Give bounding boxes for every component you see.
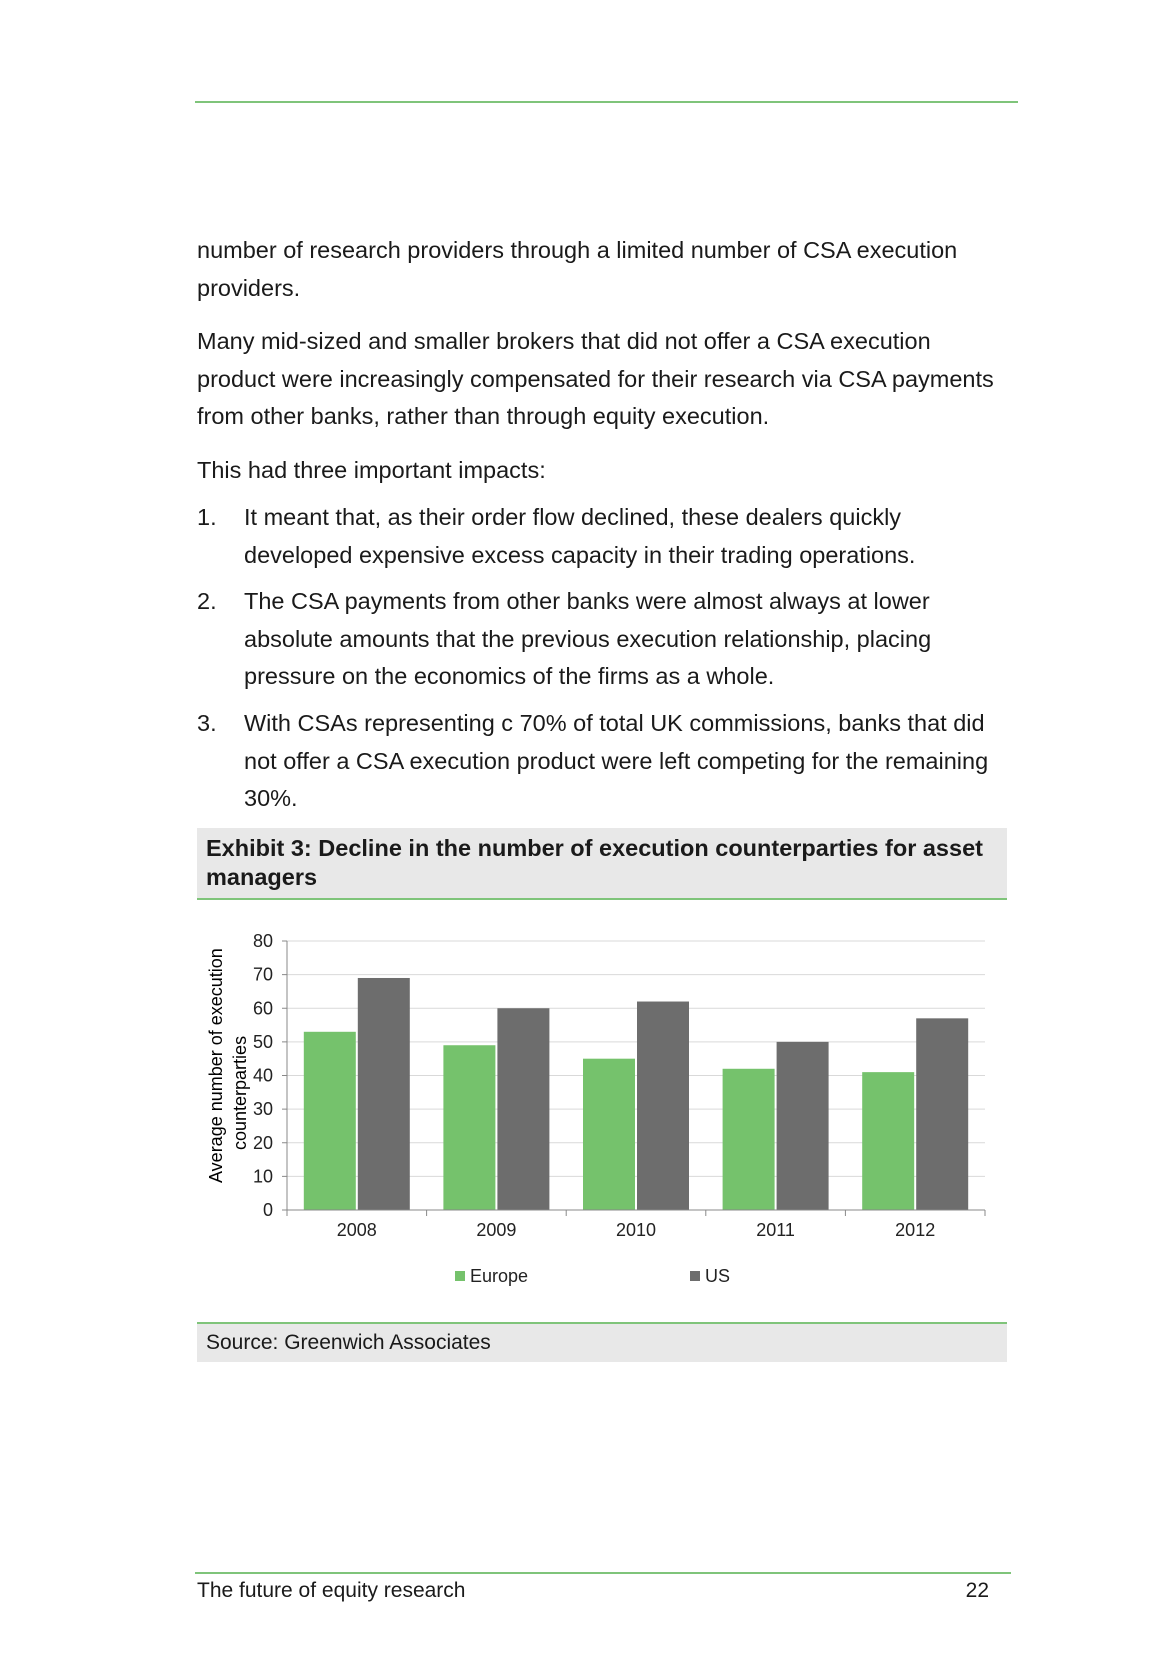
legend-label-europe: Europe	[470, 1266, 529, 1286]
legend-swatch-us	[690, 1271, 700, 1281]
y-tick-label: 60	[252, 998, 273, 1019]
bar-europe-2008	[304, 1032, 356, 1210]
y-axis-title-line-1: Average number of execution	[206, 948, 226, 1183]
bar-europe-2009	[443, 1045, 495, 1210]
body-paragraph	[197, 452, 997, 490]
bar-us-2012	[916, 1018, 968, 1210]
bar-us-2011	[777, 1042, 829, 1210]
y-tick-label: 80	[252, 931, 273, 951]
y-tick-label: 50	[252, 1031, 273, 1052]
exhibit-header	[197, 828, 1007, 900]
body-paragraph	[197, 232, 997, 307]
y-tick-label: 10	[252, 1166, 273, 1187]
list-number: 1.	[197, 504, 217, 530]
footer-rule	[195, 1572, 1011, 1574]
y-axis-title	[206, 948, 250, 1183]
x-tick-label: 2008	[336, 1220, 377, 1240]
legend	[455, 1266, 730, 1286]
body-paragraph	[197, 323, 997, 436]
list-text: With CSAs representing c 70% of total UK commissions, banks that did not offer a CSA execution product were left competing for the remaining 30%.	[244, 710, 989, 811]
paragraph-2: Many mid-sized and smaller brokers that did not offer a CSA execution product were increasingly compensated for their research via CSA payments from other banks, rather than through equity execution.	[197, 328, 994, 429]
paragraph-3: This had three important impacts:	[197, 457, 546, 483]
x-tick-label: 2012	[895, 1220, 936, 1240]
list-text: It meant that, as their order flow declined, these dealers quickly developed expensive excess capacity in their trading operations.	[244, 504, 916, 568]
y-tick-label: 70	[252, 964, 273, 985]
x-tick-label: 2011	[756, 1220, 795, 1240]
list-text: The CSA payments from other banks were almost always at lower absolute amounts that the previous execution relationship, placing pressure on the economics of the firms as a whole.	[244, 588, 932, 689]
bar-europe-2010	[583, 1059, 635, 1210]
list-number: 2.	[197, 588, 217, 614]
bar-us-2008	[358, 978, 410, 1210]
bar-chart	[197, 905, 1007, 1315]
x-tick-label: 2009	[476, 1220, 517, 1240]
y-tick-label: 20	[252, 1132, 273, 1153]
source-note: Source: Greenwich Associates	[197, 1322, 1007, 1362]
footer-title: The future of equity research	[197, 1579, 466, 1602]
y-axis-title-line-2: counterparties	[230, 1035, 250, 1150]
y-tick-label: 0	[262, 1200, 273, 1220]
bar-us-2009	[497, 1008, 549, 1210]
bar-europe-2012	[862, 1072, 914, 1210]
y-tick-label: 30	[252, 1099, 273, 1120]
y-tick-label: 40	[252, 1065, 273, 1086]
header-rule	[195, 101, 1018, 103]
bar-chart-svg	[197, 905, 1007, 1315]
bar-europe-2011	[723, 1069, 775, 1210]
page-number: 22	[965, 1579, 989, 1602]
bars	[304, 978, 968, 1210]
legend-label-us: US	[705, 1266, 731, 1286]
paragraph-1: number of research providers through a limited number of CSA execution providers.	[197, 237, 958, 301]
legend-swatch-europe	[455, 1271, 465, 1281]
exhibit-title: Exhibit 3: Decline in the number of execution counterparties for asset managers	[206, 835, 983, 890]
bar-us-2010	[637, 1002, 689, 1210]
x-tick-label: 2010	[615, 1220, 657, 1240]
list-number: 3.	[197, 710, 217, 736]
